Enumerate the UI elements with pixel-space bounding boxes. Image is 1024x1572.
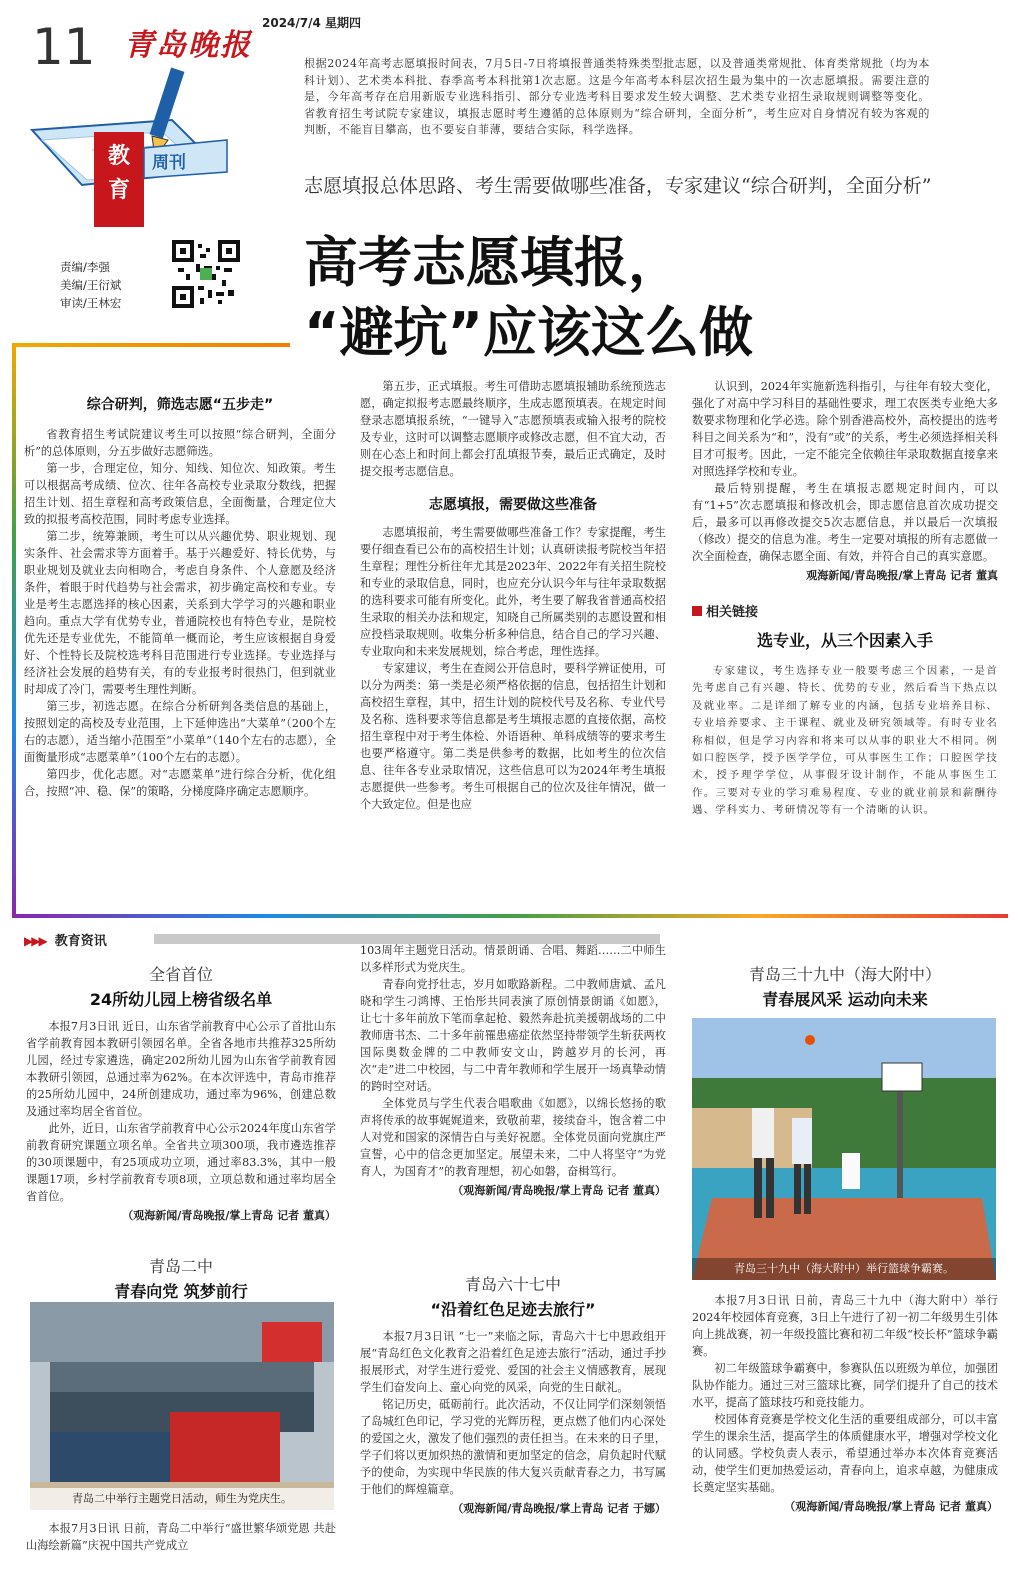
col2-subhead: 志愿填报，需要做这些准备 [429,497,597,513]
triple-arrow-icon: ▶▶▶ [24,934,46,948]
story4-kicker: 青岛三十九中（海大附中） [748,965,941,984]
col1-paragraph: 第二步，统筹兼顾，考生可以从兴趣优势、职业规划、现实条件、社会需求等方面着手。基于兴趣爱好、特长优势，与职业规划及就业去向相吻合，考虑自身条件、个人意愿及经济条件，着眼于时代趋势与社会需求，初步确定高校和专业。专业是考生志愿选择的核心因素，关系到大学学习的兴趣和职业趋向。重点大学有优势专业，普通院校也有特色专业，是院校优先还是专业优先，不能简单一概而论，考生应该根据自身爱好、个性特长及院校选考科目范围进行专业选择。专业选择与经济社会发展的趋势有关，有的专业报考时很热门，但到就业时却成了冷门，需要考生理性判断。 [24,530,336,696]
story2-caption: 青岛二中举行主题党日活动，师生为党庆生。 [30,1488,334,1510]
col1-paragraph: 第一步，合理定位，知分、知线、知位次、知政策。考生可以根据高考成绩、位次、往年各高校专业录取分数线，把握招生计划、招生章程和高考政策信息，全面衡量，合理定位大致的拟报考高校范围，同时考虑专业选择。 [24,462,336,526]
story1-byline: （观海新闻/青岛晚报/掌上青岛 记者 董真） [122,1209,336,1222]
story1-paragraph: 此外，近日，山东省学前教育中心公示2024年度山东省学前教育研究课题立项名单。全省共立项300项，我市遴选推荐的30项课题中，有25项成功立项，通过率83.3%，其中一般课题17项，乡村学前教育专项8项，立项总数和通过率均居全省首位。 [26,1122,336,1203]
main-column-1 [24,394,336,800]
story2-photo [30,1302,334,1510]
story1-headline: 24所幼儿园上榜省级名单 [89,990,273,1009]
red-square-icon [692,606,702,616]
main-headline-line2: “避坑”应该这么做 [304,301,753,364]
news-story-4 [692,962,998,1514]
col1-paragraph: 省教育招生考试院建议考生可以按照“综合研判，全面分析”的总体原则，分五步做好志愿筛选。 [24,428,336,458]
related-link-tag [692,601,998,620]
frame-top-line [12,343,290,347]
story3-paragraph: 本报7月3日讯 “七一”来临之际，青岛六十七中思政组开展“青岛红色文化教育之沿着红色足迹去旅行”活动，通过手抄报展形式，对学生进行爱党、爱国的社会主义情感教育，展现学生们奋发向上、童心向党的风采，向党的生日献礼。 [360,1330,666,1394]
story4-byline: （观海新闻/青岛晚报/掌上青岛 记者 董真） [784,1500,998,1513]
col1-paragraph: 第四步，优化志愿。对“志愿菜单”进行综合分析，优化组合，按照“冲、稳、保”的策略，分梯度降序确定志愿顺序。 [24,768,336,798]
story4-headline: 青春展风采 运动向未来 [762,990,928,1009]
main-headline-line1: 高考志愿填报， [304,231,682,294]
col2-paragraph: 第五步，正式填报。考生可借助志愿填报辅助系统预选志愿，确定拟报考志愿最终顺序，生成志愿预填表。在规定时间登录志愿填报系统，“一键导入”志愿预填表或输入报考的院校及专业，这时可以调整志愿顺序或修改志愿，但不宜大动，否则在心态上和时间上都会打乱填报节奏，最后正式确定，及时提交报考志愿信息。 [360,380,666,478]
story1-kicker: 全省首位 [148,965,213,984]
frame-bottom-line [12,914,1008,918]
col1-paragraph: 第三步，初选志愿。在综合分析研判各类信息的基础上，按照划定的高校及专业范围，上下延伸选出“大菜单”（200个左右的志愿），适当缩小范围至“小菜单”（140个左右的志愿），全面衡量形成“志愿菜单”（100个左右的志愿）。 [24,700,336,764]
choir-photo-icon [30,1302,334,1510]
section-name-char: 育 [107,178,130,203]
col2-paragraph: 志愿填报前，考生需要做哪些准备工作？专家提醒，考生要仔细查看已公布的高校招生计划；认真研读报考院校当年招生章程；理性分析往年尤其是2023年、2022年有关招生院校和专业的录取信息，同时，也应充分认识今年与往年录取数据的选科要求可能有所变化。此外，考生要了解我省普通高校招生录取的相关办法和规定，知晓自己所属类别的志愿设置和相应投档录取规则。收集分析多种信息，结合自己的学习兴趣、专业取向和未来发展规划，综合考虑，理性选择。 [360,526,666,658]
col1-body [24,426,336,800]
story3-kicker: 青岛六十七中 [464,1275,561,1294]
news-story-2-continued [360,942,666,1198]
news-section-label: 教育资讯 [54,934,107,949]
news-story-2 [26,1254,336,1552]
story4-photo [692,1018,996,1280]
col3-body [692,378,998,565]
section-name-small: 周刊 [152,153,186,173]
main-column-2 [360,378,666,813]
section-name-big [94,140,144,208]
col2-body [360,524,666,813]
section-emblem [22,60,232,230]
story2-paragraph: 全体党员与学生代表合唱歌曲《如愿》，以绵长悠扬的歌声将传承的故事娓娓道来，致敬前辈，接续奋斗，饱含着二中人对党和国家的深情告白与美好祝愿。全体党员面向党旗庄严宣誓，心中的信念更加坚定。展望未来，二中人将坚守“为党育人，为国育才”的教育理想，初心如磐，奋楫笃行。 [360,1097,666,1178]
story1-body [26,1018,336,1205]
editor-credits [60,258,121,312]
col2-top-body [360,378,666,480]
story3-byline: （观海新闻/青岛晚报/掌上青岛 记者 于娜） [452,1502,666,1515]
col3-byline: 观海新闻/青岛晚报/掌上青岛 记者 董真 [806,569,998,582]
credit-reviewer: 审读/王林宏 [60,296,122,310]
col2-paragraph: 专家建议，考生在查阅公开信息时，要科学辨证使用，可以分为两类：第一类是必须严格依据的信息，包括招生计划和高校招生章程，其中，招生计划的院校代号及名称、专业代号及名称、选科要求等信息都是考生填报志愿的直接依据，高校招生章程中对于考生体检、外语语种、单科成绩等的要求考生也要严格遵守。第二类是供参考的数据，比如考生的位次信息、往年各专业录取情况，这些信息可以为2024年考生填报志愿提供一些参考。考生可根据自己的位次及往年情况，做一个大致定位。但是也应 [360,662,666,811]
story2-byline: （观海新闻/青岛晚报/掌上青岛 记者 董真） [452,1184,666,1197]
story2-continued-body [360,942,666,1180]
story3-paragraph: 铭记历史，砥砺前行。此次活动，不仅让同学们深刻领悟了岛城红色印记，学习党的光辉历程，更点燃了他们内心深处的爱国之火，激发了他们强烈的责任担当。在未来的日子里，学子们将以更加炽热的激情和更加坚定的信念，肩负起时代赋予的使命，为实现中华民族的伟大复兴贡献青春之力，书写属于他们的辉煌篇章。 [360,1398,666,1496]
paper-name-logo: 青岛晚报 [124,28,252,63]
headline-kicker: 志愿填报总体思路、考生需要做哪些准备，专家建议“综合研判，全面分析” [304,175,932,197]
story2-paragraph: 青春向党抒壮志，岁月如歌路新程。二中教师唐斌、孟凡晓和学生刁鸿博、王怡彤共同表演了原创情景朗诵《如愿》，让七十多年前放下笔而拿起枪、毅然奔赴抗美援朝战场的二中教师唐书杰、二十多年前罹患癌症依然坚持带领学生斩获两枚国际奥数金牌的二中教师安文山，跨越岁月的长河，再次“走”进二中校园，与二中青年教师和学生展开一场真挚动情的跨时空对话。 [360,978,666,1093]
col3-paragraph: 最后特别提醒，考生在填报志愿规定时间内，可以有“1+5”次志愿填报和修改机会，即志愿信息首次成功提交后，最多可以再修改提交5次志愿信息，并以最后一次填报（修改）提交的信息为准。考生一定要对填报的所有志愿做一次全面检查，确保志愿全面、有效，并符合自己的真实意愿。 [692,482,998,563]
basketball-photo-icon [692,1018,996,1280]
related-body: 专家建议，考生选择专业一般要考虑三个因素，一是首先考虑自己有兴趣、特长、优势的专业，然后看当下热点以及就业率。二是详细了解专业的内涵，包括专业培养目标、专业培养要求、主干课程、就业及研究领域等。有时专业名称相似，但是学习内容和将来可以从事的职业大不相同。例如口腔医学，授予医学学位，可从事医生工作；口腔医学技术，授予理学学位，从事假牙设计制作，不能从事医生工作。三要对专业的学习难易程度、专业的就业前景和薪酬待遇、学科实力、考研情况等有一个清晰的认识。 [692,665,998,817]
col1-subhead: 综合研判，筛选志愿“五步走” [86,397,274,413]
credit-editor: 责编/李强 [60,260,110,274]
story2-paragraph: 本报7月3日讯 日前，青岛二中举行“盛世繁华颂党恩 共赴山海绘新篇”庆祝中国共产党成立 [26,1522,336,1552]
frame-left-line [12,343,16,918]
story1-paragraph: 本报7月3日讯 近日，山东省学前教育中心公示了首批山东省学前教育园本教研引领园名单。全省各地市共推荐325所幼儿园，经过专家遴选，确定202所幼儿园为山东省学前教育园本教研引领园，总通过率为62%。在本次评选中，青岛市推荐的25所幼儿园中，24所创建成功，通过率为96%，创建总数及通过率均居全省首位。 [26,1020,336,1118]
story3-headline: “沿着红色足迹去旅行” [430,1300,596,1319]
issue-date: 2024/7/4 星期四 [262,16,362,30]
related-tag-text: 相关链接 [706,605,759,620]
story4-paragraph: 初二年级篮球争霸赛中，参赛队伍以班级为单位，加强团队协作能力。通过三对三篮球比赛，同学们提升了自己的技术水平，提高了篮球技巧和竞技能力。 [692,1362,998,1409]
main-column-3 [692,378,998,820]
section-name-char: 教 [107,144,130,169]
story2-kicker: 青岛二中 [148,1257,213,1276]
story4-caption: 青岛三十九中（海大附中）举行篮球争霸赛。 [692,1258,996,1280]
news-story-1 [26,962,336,1223]
story4-paragraph: 校园体育竞赛是学校文化生活的重要组成部分，可以丰富学生的课余生活，提高学生的体质健康水平，增强对学校文化的认同感。学校负责人表示，希望通过举办本次体育竞赛活动，使学生们更加热爱运动，青春向上，追求卓越，为健康成长奠定坚实基础。 [692,1413,998,1494]
col3-paragraph: 认识到，2024年实施新选科指引，与往年有较大变化，强化了对高中学习科目的基础性要求，理工农医类专业绝大多数要求物理和化学必选。除个别香港高校外，高校提出的选考科目之间关系为“和”，没有“或”的关系，考生必须选择相关科目才可报考。因此，一定不能完全依赖往年录取数据直接拿来对照选择学校和专业。 [692,380,998,478]
page-number: 11 [32,18,96,76]
news-story-3 [360,1272,666,1516]
story3-body [360,1328,666,1498]
qr-code-icon [172,240,240,308]
qr-code[interactable] [172,240,240,308]
story2-paragraph: 103周年主题党日活动。情景朗诵、合唱、舞蹈……二中师生以多样形式为党庆生。 [360,944,666,974]
lead-paragraph: 根据2024年高考志愿填报时间表，7月5日-7日将填报普通类特殊类型批志愿，以及普通类常规批、体育类常规批（均为本科计划）、艺术类本科批、春季高考本科批第1次志愿。这是今年高考本科层次招生最为集中的一次志愿填报。需要注意的是，今年高考存在启用新版专业选科指引、部分专业选考科目要求发生较大调整、艺术类专业招生录取规则调整等变化。省教育招生考试院专家建议，填报志愿时考生遵循的总体原则为“综合研判，全面分析”，考生应对自身情况有较为客观的判断，不能盲目攀高，也不要妄自菲薄，要结合实际，科学选择。 [304,57,930,137]
credit-designer: 美编/王衍斌 [60,278,122,292]
related-title: 选专业，从三个因素入手 [756,631,933,650]
story4-paragraph: 本报7月3日讯 日前，青岛三十九中（海大附中）举行2024年校园体育竞赛，3日上午进行了初一初二年级男生引体向上挑战赛，初一年级投篮比赛和初二年级“校长杯”篮球争霸赛。 [692,1294,998,1358]
story2-lead [26,1520,336,1554]
story2-headline: 青春向党 筑梦前行 [114,1282,248,1301]
story4-body [692,1292,998,1496]
